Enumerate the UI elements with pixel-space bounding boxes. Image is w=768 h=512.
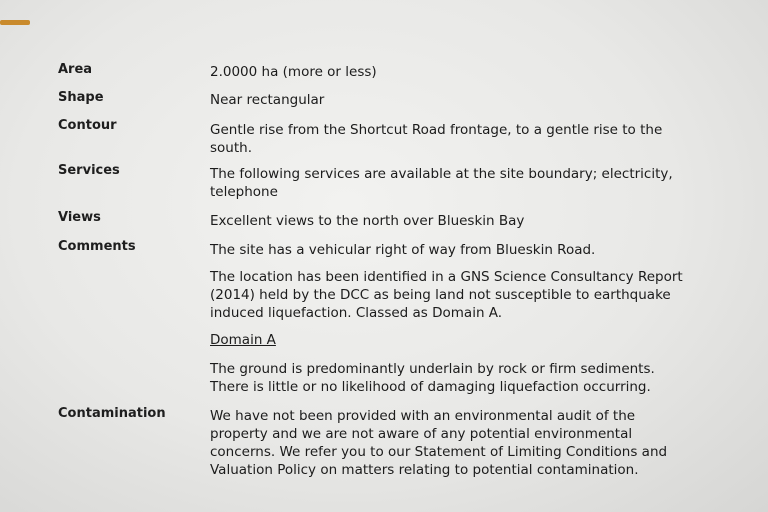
contour-line-1: Gentle rise from the Shortcut Road frontage, to a gentle rise to the (210, 122, 663, 138)
comments-p3 (210, 360, 750, 396)
comments-label: Comments (58, 239, 136, 254)
contamination-label: Contamination (58, 406, 166, 421)
services-value (210, 165, 750, 201)
comments-p2-line-2: (2014) held by the DCC as being land not susceptible to earthquake (210, 287, 671, 303)
area-label: Area (58, 62, 93, 77)
domain-heading: Domain A (210, 332, 276, 348)
contamination-line-4: Valuation Policy on matters relating to potential contamination. (210, 462, 639, 478)
services-line-2: telephone (210, 184, 278, 200)
domain-heading-block (210, 331, 750, 349)
comments-p3-line-2: There is little or no likelihood of damaging liquefaction occurring. (210, 379, 651, 395)
comments-p1 (210, 241, 750, 259)
contamination-line-3: concerns. We refer you to our Statement of Limiting Conditions and (210, 444, 668, 460)
contamination-value (210, 407, 750, 479)
area-line: 2.0000 ha (more or less) (210, 64, 377, 80)
views-line: Excellent views to the north over Blueskin Bay (210, 213, 525, 229)
area-value (210, 63, 750, 81)
services-line-1: The following services are available at the site boundary; electricity, (210, 166, 673, 182)
shape-line: Near rectangular (210, 92, 325, 108)
comments-p2 (210, 268, 750, 322)
services-label: Services (58, 163, 120, 178)
shape-value (210, 91, 750, 109)
views-label: Views (58, 210, 101, 225)
contamination-line-1: We have not been provided with an environmental audit of the (210, 408, 636, 424)
contamination-line-2: property and we are not aware of any potential environmental (210, 426, 633, 442)
comments-p2-line-3: induced liquefaction. Classed as Domain A. (210, 305, 503, 321)
contour-value (210, 121, 750, 157)
comments-p2-line-1: The location has been identified in a GNS Science Consultancy Report (210, 269, 683, 285)
contour-label: Contour (58, 118, 117, 133)
comments-p1-line: The site has a vehicular right of way from Blueskin Road. (210, 242, 596, 258)
comments-p3-line-1: The ground is predominantly underlain by rock or firm sediments. (210, 361, 655, 377)
shape-label: Shape (58, 90, 104, 105)
views-value (210, 212, 750, 230)
contour-line-2: south. (210, 140, 252, 156)
corner-mark (0, 20, 30, 25)
